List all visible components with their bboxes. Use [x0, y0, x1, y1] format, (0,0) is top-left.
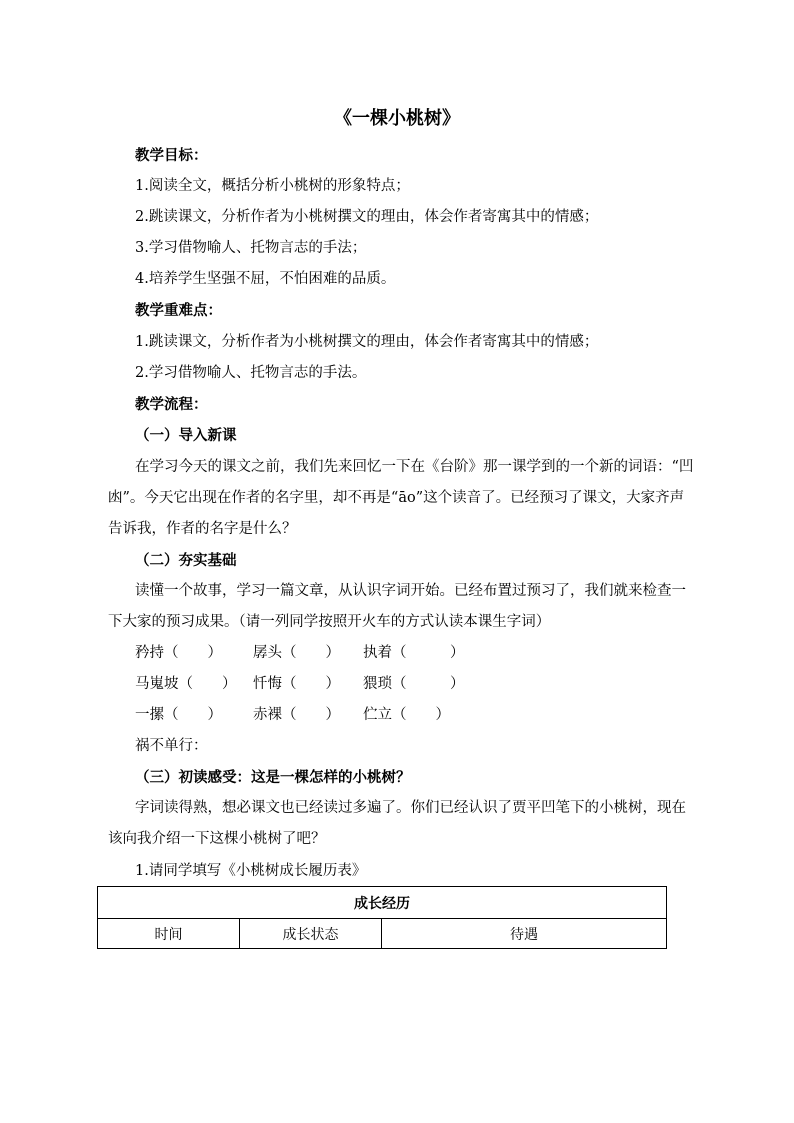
word-item: 伫立（ ） [363, 707, 450, 723]
goal-item-1: 1.阅读全文，概括分析小桃树的形象特点； [135, 178, 410, 194]
column-header-state: 成长状态 [240, 919, 382, 949]
word-item: 矜持（ ） [135, 645, 222, 661]
goals-heading: 教学目标： [135, 148, 208, 164]
word-item: 赤裸（ ） [253, 707, 340, 723]
table-title-row [98, 887, 667, 919]
column-header-treatment: 待遇 [382, 919, 667, 949]
part2-heading: （二）夯实基础 [135, 553, 237, 569]
goal-item-3: 3.学习借物喻人、托物言志的手法； [135, 240, 367, 256]
goal-item-4: 4.培养学生坚强不屈，不怕困难的品质。 [135, 271, 396, 287]
word-item: 忏悔（ ） [253, 676, 340, 692]
process-heading: 教学流程： [135, 397, 208, 413]
growth-record-table [97, 886, 667, 949]
part3-heading: （三）初读感受：这是一棵怎样的小桃树？ [135, 770, 411, 786]
idiom-line: 祸不单行： [135, 738, 208, 754]
key-point-item-1: 1.跳读课文，分析作者为小桃树撰文的理由，体会作者寄寓其中的情感； [135, 334, 599, 350]
word-item: 一摞（ ） [135, 707, 222, 723]
goal-item-2: 2.跳读课文，分析作者为小桃树撰文的理由，体会作者寄寓其中的情感； [135, 209, 599, 225]
part2-paragraph: 读懂一个故事，学习一篇文章，从认识字词开始。已经布置过预习了，我们就来检查一下大家的预习成果。（请一列同学按照开火车的方式认读本课生字词） [108, 583, 686, 630]
word-item: 猥琐（ ） [363, 676, 465, 692]
word-item: 孱头（ ） [253, 645, 340, 661]
part3-paragraph: 字词读得熟，想必课文也已经读过多遍了。你们已经认识了贾平凹笔下的小桃树，现在该向我介绍一下这棵小桃树了吧？ [108, 800, 686, 847]
part1-paragraph: 在学习今天的课文之前，我们先来回忆一下在《台阶》那一课学到的一个新的词语：“凹凼”。今天它出现在作者的名字里，却不再是“āo”这个读音了。已经预习了课文，大家齐声告诉我，作者的名字是什么？ [108, 459, 694, 537]
part1-heading: （一）导入新课 [135, 428, 237, 444]
word-item: 马嵬坡（ ） [135, 676, 237, 692]
key-points-heading: 教学重难点： [135, 303, 222, 319]
part3-task: 1.请同学填写《小桃树成长履历表》 [135, 863, 367, 879]
column-header-time: 时间 [98, 919, 240, 949]
table-header-row [98, 919, 667, 949]
document-title: 《一棵小桃树》 [334, 108, 460, 129]
table-title: 成长经历 [98, 887, 667, 919]
key-point-item-2: 2.学习借物喻人、托物言志的手法。 [135, 365, 367, 381]
word-item: 执着（ ） [363, 645, 465, 661]
